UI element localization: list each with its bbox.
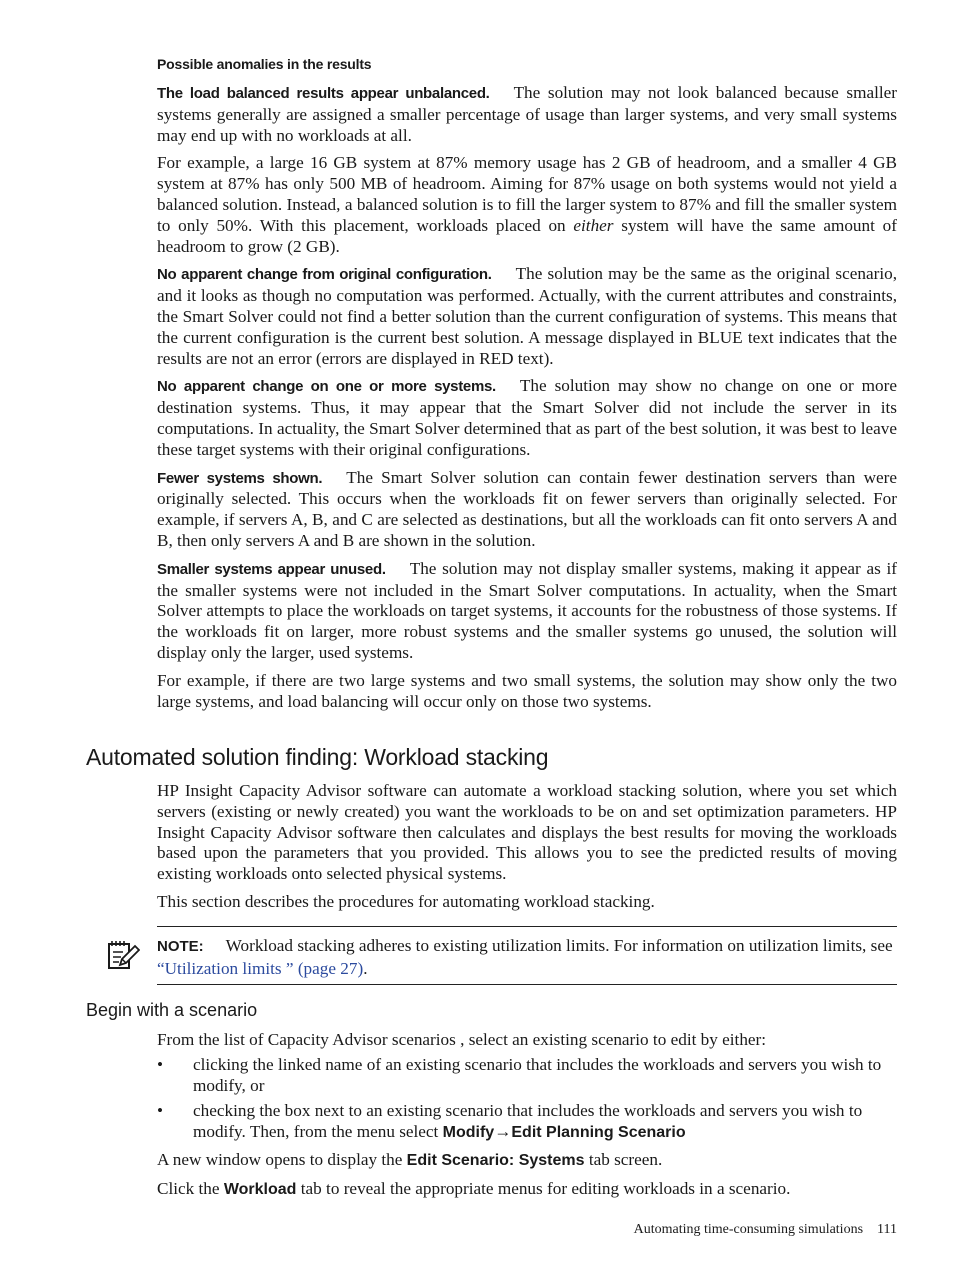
anomaly-text: The solution may show no change on one or more destination systems. Thus, it may appear that the Smart Solver did not include the server in its computations. In actuality, the Smart Solver determined that as part of the best solution, it was best to leave these target systems with their original configurations. <box>157 376 897 459</box>
section-title: Automated solution finding: Workload stacking <box>86 744 549 770</box>
footer-title: Automating time-consuming simulations <box>633 1222 864 1237</box>
subsection-body <box>157 1030 897 1207</box>
section-paragraph-2: This section describes the procedures for automating workload stacking. <box>157 891 655 911</box>
example-text: For example, a large 16 GB system at 87% memory usage has 2 GB of headroom, and a smaller 4 GB system at 87% has only 500 MB of headroom. Aiming for 87% usage on both systems would not yield a balanced solution. Instead, a balanced solution is to fill the larger system to 87% and fill the smaller system to only 50%. With this placement, workloads placed on <box>157 153 897 235</box>
note-text <box>157 935 897 980</box>
anomaly-smaller-unused <box>157 559 897 664</box>
workload-tab-label: Workload <box>223 1180 297 1198</box>
anomaly-label: No apparent change on one or more systems. <box>157 378 496 396</box>
note-pencil-icon <box>106 938 140 972</box>
list-item <box>157 1054 897 1097</box>
menu-edit-planning-scenario: Edit Planning Scenario <box>511 1124 686 1142</box>
anomaly-text: The solution may be the same as the original scenario, and it looks as though no computation was performed. Actually, with the current attributes and constraints, the Smart Solver could not find a better solution than the current configuration of systems. This means that the current configuration is the current best solution. A message displayed in BLUE text indicates that the results are not an error (errors are displayed in RED text). <box>157 264 897 368</box>
window-text-end: tab screen. <box>584 1149 663 1169</box>
example-emphasis: either <box>573 215 614 235</box>
anomalies-heading: Possible anomalies in the results <box>157 56 372 72</box>
edit-scenario-systems-label: Edit Scenario: Systems <box>406 1151 585 1169</box>
subsection-intro: From the list of Capacity Advisor scenarios , select an existing scenario to edit by either: <box>157 1030 767 1049</box>
example-headroom <box>157 153 897 257</box>
page-footer <box>634 1222 897 1238</box>
note-end: . <box>363 959 368 978</box>
section-body <box>157 781 897 920</box>
note-box <box>157 926 897 985</box>
anomaly-no-change-systems <box>157 376 897 460</box>
option-list <box>157 1054 897 1144</box>
menu-arrow: → <box>494 1122 512 1142</box>
anomaly-label: The load balanced results appear unbalanced. <box>157 85 490 102</box>
anomaly-label: Smaller systems appear unused. <box>157 560 386 578</box>
click-paragraph <box>157 1179 897 1201</box>
example-large-systems: For example, if there are two large systems and two small systems, the solution may show only the two large systems, and load balancing will occur only on those two systems. <box>157 670 897 711</box>
anomaly-text: The solution may not look balanced because smaller systems generally are assigned a smaller percentage of usage than larger systems, and very small systems may end up with no workloads at all. <box>157 83 897 145</box>
menu-modify: Modify <box>442 1124 495 1142</box>
anomaly-no-change-config <box>157 264 897 369</box>
bullet: • <box>157 1054 164 1074</box>
anomaly-label: Fewer systems shown. <box>157 469 323 487</box>
list-item-text: clicking the linked name of an existing scenario that includes the workloads and servers you wish to modify, or <box>193 1054 882 1096</box>
anomaly-text: The Smart Solver solution can contain fewer destination servers than were originally selected. This occurs when the workloads fit on fewer servers than originally selected. For example, if servers A, B, and C are selected as destinations, but all the workloads can fit onto servers A and B, then only servers A and B are shown in the solution. <box>157 467 897 550</box>
note-label: NOTE: <box>157 938 204 955</box>
bullet: • <box>157 1100 164 1120</box>
click-text-end: tab to reveal the appropriate menus for editing workloads in a scenario. <box>296 1178 791 1198</box>
subsection-title: Begin with a scenario <box>86 1000 258 1020</box>
anomaly-label: No apparent change from original configuration. <box>157 266 492 284</box>
window-paragraph <box>157 1150 897 1172</box>
anomaly-text: The solution may not display smaller systems, making it appear as if the smaller systems were not included in the Smart Solver computations. In actuality, when the Smart Solver attempts to place the workloads on target systems, it accounts for the robustness of those systems. If the workloads fit on larger, more robust systems and the smaller systems go unused, the solution will display only the larger, used systems. <box>157 558 897 662</box>
example-text-end: system will have the same amount of headroom to grow (2 GB). <box>157 215 897 256</box>
section-paragraph: HP Insight Capacity Advisor software can automate a workload stacking solution, where you set which servers (existing or newly created) you want the workloads to be on and set optimization parameters. HP Insight Capacity Advisor software then calculates and displays the best results for moving the workloads based upon the parameters that you provided. This allows you to see the predicted results of moving existing workloads onto selected physical systems. <box>157 781 897 884</box>
click-text: Click the <box>157 1178 224 1198</box>
page-number: 111 <box>877 1222 897 1237</box>
anomaly-unbalanced <box>157 83 897 146</box>
window-text: A new window opens to display the <box>157 1149 407 1169</box>
anomaly-fewer-systems <box>157 468 897 552</box>
utilization-limits-link[interactable]: “Utilization limits ” (page 27) <box>157 959 364 978</box>
list-item-text: checking the box next to an existing scenario that includes the workloads and servers you wish to modify. Then, from the menu select <box>193 1100 863 1142</box>
note-body: Workload stacking adheres to existing utilization limits. For information on utilization limits, see <box>225 936 893 955</box>
list-item <box>157 1100 897 1144</box>
anomalies-block <box>157 56 897 719</box>
